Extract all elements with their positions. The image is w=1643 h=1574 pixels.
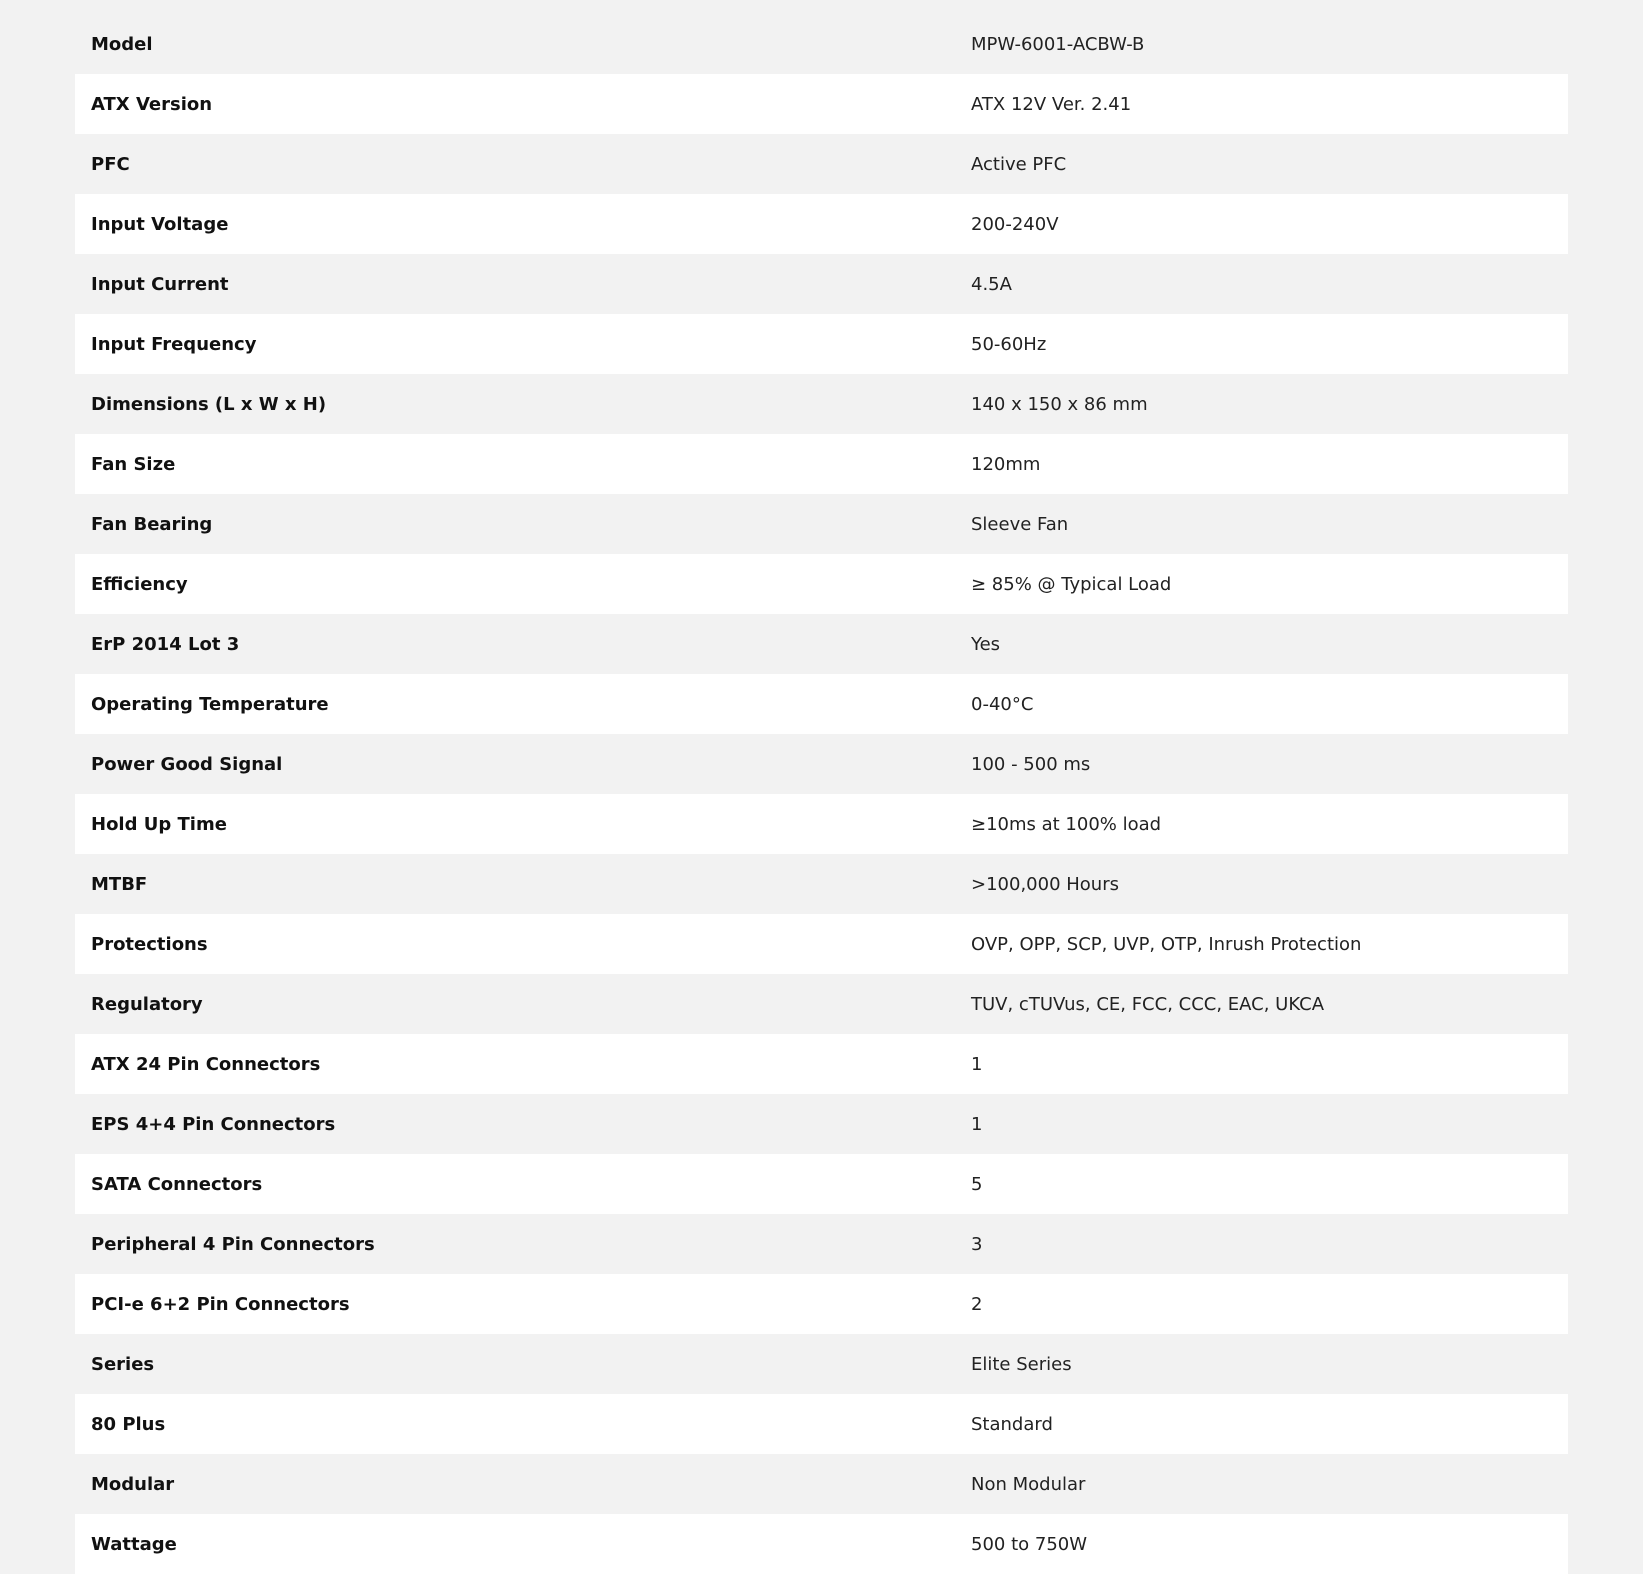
spec-label: 80 Plus [91,1413,166,1435]
spec-label: Input Current [91,273,229,295]
spec-label: Power Good Signal [91,753,283,775]
spec-value: 200-240V [971,213,1059,235]
spec-value: 140 x 150 x 86 mm [971,393,1148,415]
spec-row [75,1334,1568,1394]
spec-value: Yes [971,633,1001,655]
spec-value: 4.5A [971,273,1012,295]
spec-row [75,1034,1568,1094]
spec-row [75,194,1568,254]
spec-row [75,914,1568,974]
spec-value: ATX 12V Ver. 2.41 [971,93,1132,115]
spec-row [75,674,1568,734]
spec-label: Fan Size [91,453,176,475]
spec-row [75,14,1568,74]
spec-row [75,74,1568,134]
spec-label: ErP 2014 Lot 3 [91,633,240,655]
spec-label: MTBF [91,873,148,895]
spec-label: Hold Up Time [91,813,227,835]
spec-label: Series [91,1353,155,1375]
spec-value: 1 [971,1113,983,1135]
spec-label: Wattage [91,1533,177,1555]
spec-row [75,1274,1568,1334]
spec-row [75,314,1568,374]
spec-value: OVP, OPP, SCP, UVP, OTP, Inrush Protection [971,933,1362,955]
spec-value: ≥10ms at 100% load [971,813,1162,835]
spec-label: EPS 4+4 Pin Connectors [91,1113,336,1135]
spec-label: Modular [91,1473,175,1495]
spec-row [75,374,1568,434]
spec-label: Protections [91,933,208,955]
spec-value: Sleeve Fan [971,513,1069,535]
spec-value: ≥ 85% @ Typical Load [971,573,1172,595]
spec-row [75,1514,1568,1574]
spec-value: Non Modular [971,1473,1086,1495]
spec-row [75,1214,1568,1274]
spec-row [75,1094,1568,1154]
spec-row [75,854,1568,914]
spec-label: PCI-e 6+2 Pin Connectors [91,1293,350,1315]
spec-row [75,1154,1568,1214]
spec-value: 120mm [971,453,1041,475]
spec-row [75,974,1568,1034]
spec-value: 1 [971,1053,983,1075]
spec-label: ATX 24 Pin Connectors [91,1053,321,1075]
spec-label: Input Voltage [91,213,229,235]
spec-label: Input Frequency [91,333,257,355]
spec-value: Active PFC [971,153,1067,175]
spec-row [75,554,1568,614]
spec-value: 3 [971,1233,983,1255]
spec-value: TUV, cTUVus, CE, FCC, CCC, EAC, UKCA [971,993,1325,1015]
spec-value: >100,000 Hours [971,873,1119,895]
spec-row [75,734,1568,794]
spec-row [75,434,1568,494]
spec-value: 0-40°C [971,693,1034,715]
spec-value: MPW-6001-ACBW-B [971,33,1145,55]
spec-label: Dimensions (L x W x H) [91,393,327,415]
spec-row [75,254,1568,314]
spec-label: Peripheral 4 Pin Connectors [91,1233,375,1255]
spec-label: Operating Temperature [91,693,329,715]
spec-value: 2 [971,1293,983,1315]
spec-table [75,14,1568,1574]
spec-label: Model [91,33,153,55]
spec-value: Standard [971,1413,1053,1435]
spec-label: SATA Connectors [91,1173,263,1195]
spec-row [75,614,1568,674]
spec-value: 100 - 500 ms [971,753,1091,775]
spec-row [75,494,1568,554]
spec-value: 50-60Hz [971,333,1047,355]
spec-row [75,794,1568,854]
spec-label: Efficiency [91,573,188,595]
spec-row [75,1394,1568,1454]
spec-label: PFC [91,153,130,175]
spec-value: 5 [971,1173,983,1195]
spec-label: ATX Version [91,93,213,115]
spec-row [75,134,1568,194]
spec-label: Regulatory [91,993,203,1015]
spec-value: 500 to 750W [971,1533,1088,1555]
spec-label: Fan Bearing [91,513,213,535]
spec-value: Elite Series [971,1353,1072,1375]
spec-row [75,1454,1568,1514]
